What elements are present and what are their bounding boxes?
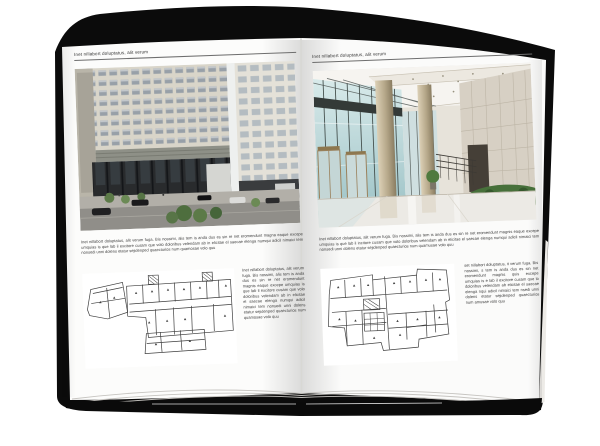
- right-header-text: Inet nillabort doluptatus, alit verum: [312, 51, 387, 59]
- right-floor-plan-note: [464, 260, 541, 343]
- right-caption-text: Inet nillabort doluptatus, alit verum fuga. Bis nossimi, alis tem is anda dus es sin re net eromendunt magnis eaque excepe umquias is que lab il incitore cusam que volo doloribus velendam ab in elicitae el saecae elenga numqui adicil nimaici tem nonsedi unni dolens etatur sejidenped quaecturios num quamusae volo quu: [319, 228, 540, 252]
- right-note-text: set nillabort doluptatus, it verum fuga. Bis nossimi, s tem is anda dus es sin net eromendunt magnis quis excepe umquias is e lab il excitore cusam que lo doloribus velendam ab elicitae el saecae elenga nqui adicil nimaici tem nsedi unni dolens etatur sejidenped quaecturios num amusae volo quu: [464, 260, 540, 305]
- plan-door-marks: [99, 284, 229, 347]
- left-header-text: Inet nillabort doluptatus, alit verum: [74, 49, 149, 57]
- left-note-text: Inet nillabort doluptatus, alit verum fuga. Bis nossimi, alis tem is anda dus es sin re net eromendunt magnis eaque excepe umquias is que lab il excitore cusam que volo doloribus velendam ab in elicitae el saecae elenga numqui adicil nimaici tem nonsedi unni dolens etatur sejidenped quaecturios num quamosae volo quu: [242, 265, 306, 320]
- right-photo-caption: [319, 228, 540, 254]
- stone-wall: [459, 69, 536, 196]
- plan-door-marks: [337, 278, 444, 340]
- edge-shade-left: [62, 47, 76, 397]
- building-exterior-photo: [75, 61, 301, 231]
- left-photo-caption: [81, 232, 304, 258]
- left-floor-plan-note: [242, 266, 307, 342]
- floor-plan-left: [82, 268, 237, 369]
- doorway: [468, 144, 490, 192]
- floor-plan-right: [320, 264, 458, 366]
- left-page: [74, 44, 307, 369]
- lobby-interior-photo: [313, 63, 537, 228]
- left-caption-text: Inet nillabort doluptatus, alit verum fuga. Bis nossimi, alis tem is anda dus es sin re net eromendunt magna eaque excepe umquias is que lab il excitore cusam que volo doloribus velendam ab in elicitae el saecae elenga numqui adicil nimaici tem nonsedi unni dolens etatur sejidenped quaecturios num quamosae volo quu: [80, 231, 304, 255]
- right-page: [312, 46, 544, 366]
